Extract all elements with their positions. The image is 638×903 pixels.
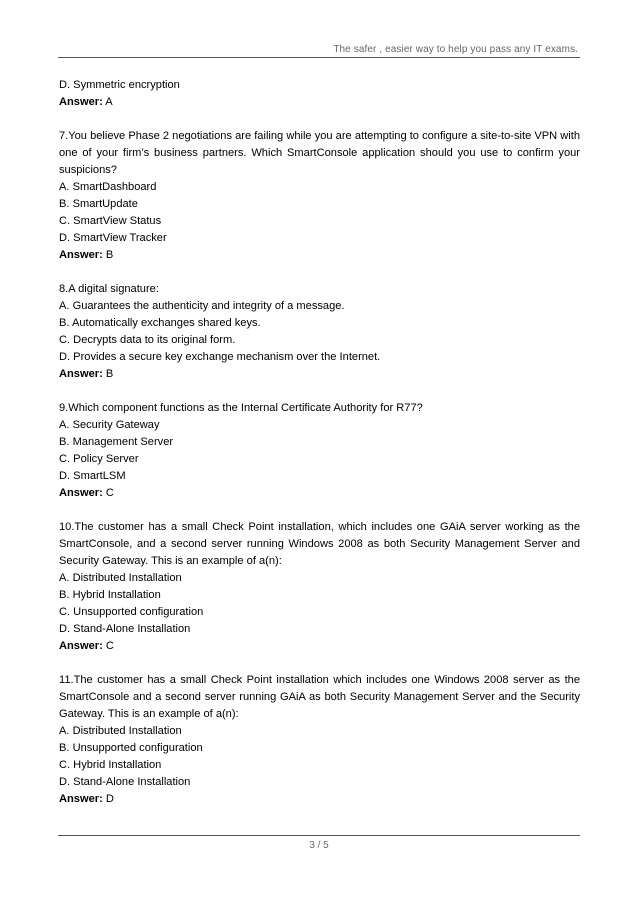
answer-line xyxy=(59,638,580,655)
page-content xyxy=(59,77,580,808)
question-text: 9.Which component functions as the Internal Certificate Authority for R77? xyxy=(59,402,423,414)
question-block-9 xyxy=(59,400,580,502)
question-block-11 xyxy=(59,672,580,808)
question-block-8 xyxy=(59,281,580,383)
option-c: C. Decrypts data to its original form. xyxy=(59,334,236,346)
option-text: D. Symmetric encryption xyxy=(59,79,180,91)
option-c: C. Hybrid Installation xyxy=(59,759,162,771)
option-c: C. SmartView Status xyxy=(59,215,162,227)
option-b: B. Unsupported configuration xyxy=(59,742,203,754)
option-d: D. SmartView Tracker xyxy=(59,232,167,244)
answer-label: Answer: xyxy=(59,249,103,261)
option-a: A. Distributed Installation xyxy=(59,572,182,584)
answer-label: Answer: xyxy=(59,96,103,108)
page-header-tagline: The safer , easier way to help you pass any IT exams. xyxy=(333,44,578,55)
answer-value: C xyxy=(102,487,114,499)
carryover-block xyxy=(59,77,580,111)
option-a: A. Security Gateway xyxy=(59,419,160,431)
answer-label: Answer: xyxy=(59,368,103,380)
option-b: B. Automatically exchanges shared keys. xyxy=(59,317,261,329)
answer-line xyxy=(59,791,580,808)
option-d: D. Stand-Alone Installation xyxy=(59,623,191,635)
answer-value: A xyxy=(102,96,113,108)
question-text: 7.You believe Phase 2 negotiations are failing while you are attempting to configure a site-to-site VPN with one of your firm’s business partners. Which SmartConsole application should you use to confirm your suspicions? xyxy=(59,130,580,176)
option-b: B. Hybrid Installation xyxy=(59,589,161,601)
answer-value: D xyxy=(102,793,114,805)
question-text: 10.The customer has a small Check Point installation, which includes one GAiA server working as the SmartConsole, and a second server running Windows 2008 as both Security Management Server and Security Gateway. This is an example of a(n): xyxy=(59,521,580,567)
answer-label: Answer: xyxy=(59,793,103,805)
answer-value: C xyxy=(102,640,114,652)
header-divider xyxy=(58,57,580,58)
answer-label: Answer: xyxy=(59,640,103,652)
option-c: C. Policy Server xyxy=(59,453,139,465)
option-d: D. Stand-Alone Installation xyxy=(59,776,191,788)
answer-value: B xyxy=(102,249,114,261)
answer-line xyxy=(59,94,580,111)
answer-line xyxy=(59,247,580,264)
option-b: B. Management Server xyxy=(59,436,174,448)
option-a: A. Guarantees the authenticity and integrity of a message. xyxy=(59,300,345,312)
question-block-7 xyxy=(59,128,580,264)
option-d: D. Provides a secure key exchange mechanism over the Internet. xyxy=(59,351,381,363)
option-c: C. Unsupported configuration xyxy=(59,606,204,618)
option-b: B. SmartUpdate xyxy=(59,198,138,210)
question-text: 11.The customer has a small Check Point installation which includes one Windows 2008 server as the SmartConsole and a second server running GAiA as both Security Management Server and the Security Gateway. This is an example of a(n): xyxy=(59,674,580,720)
option-d: D. SmartLSM xyxy=(59,470,126,482)
footer-divider xyxy=(58,835,580,836)
question-block-10 xyxy=(59,519,580,655)
option-a: A. Distributed Installation xyxy=(59,725,182,737)
page-number: 3 / 5 xyxy=(309,840,329,851)
answer-label: Answer: xyxy=(59,487,103,499)
question-text: 8.A digital signature: xyxy=(59,283,159,295)
option-a: A. SmartDashboard xyxy=(59,181,157,193)
answer-value: B xyxy=(102,368,114,380)
answer-line xyxy=(59,366,580,383)
answer-line xyxy=(59,485,580,502)
